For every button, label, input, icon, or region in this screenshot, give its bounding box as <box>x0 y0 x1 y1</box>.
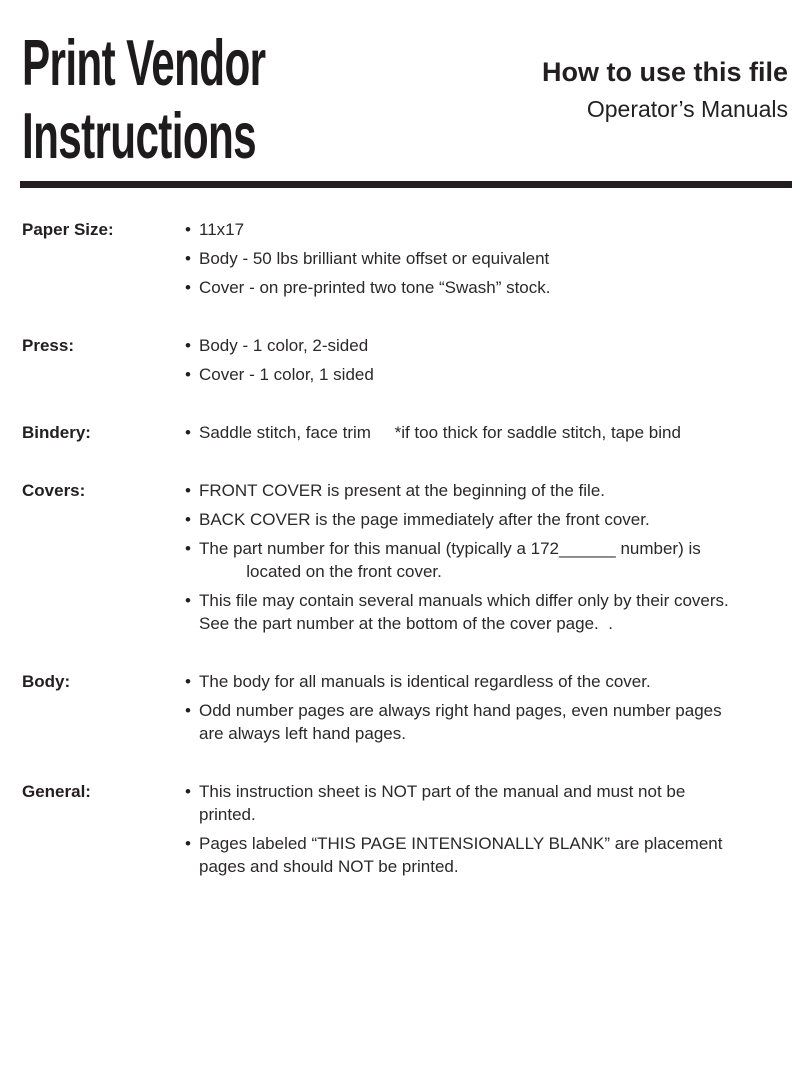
bullet-text <box>199 276 788 299</box>
bullet-text-line: This instruction sheet is NOT part of the manual and must not be <box>199 782 686 801</box>
page-title-line-1: Print Vendor <box>22 26 266 99</box>
bullet-item <box>185 421 788 444</box>
section-label: Body: <box>22 672 71 691</box>
bullet-item <box>185 780 788 826</box>
section-items <box>185 780 788 878</box>
bullet-text <box>199 832 788 878</box>
section-label: Press: <box>22 336 74 355</box>
bullet-text-line: FRONT COVER is present at the beginning of the file. <box>199 481 605 500</box>
bullet-text-line: Saddle stitch, face trim *if too thick for saddle stitch, tape bind <box>199 423 681 442</box>
bullet-text-line: The part number for this manual (typically a 172______ number) is <box>199 539 701 558</box>
section-covers <box>22 479 788 635</box>
bullet-text-line: See the part number at the bottom of the cover page. . <box>199 614 613 633</box>
section-items <box>185 334 788 386</box>
section-label: General: <box>22 782 91 801</box>
bullet-text-line: BACK COVER is the page immediately after the front cover. <box>199 510 650 529</box>
bullet-text <box>199 780 788 826</box>
bullet-icon: • <box>185 278 191 297</box>
header-right <box>542 26 788 123</box>
bullet-text-line: Pages labeled “THIS PAGE INTENSIONALLY BLANK” are placement <box>199 834 723 853</box>
bullet-icon: • <box>185 701 191 720</box>
page-header <box>22 0 788 181</box>
bullet-text <box>199 589 788 635</box>
bullet-item <box>185 334 788 357</box>
bullet-item <box>185 537 788 583</box>
section-items <box>185 218 788 299</box>
bullet-item <box>185 276 788 299</box>
bullet-icon: • <box>185 423 191 442</box>
bullet-text-line: This file may contain several manuals which differ only by their covers. <box>199 591 729 610</box>
bullet-icon: • <box>185 365 191 384</box>
bullet-text-line: are always left hand pages. <box>199 724 406 743</box>
bullet-text-line: 11x17 <box>199 220 245 239</box>
bullet-icon: • <box>185 672 191 691</box>
section-general <box>22 780 788 878</box>
bullet-text <box>199 479 788 502</box>
bullet-item <box>185 218 788 241</box>
bullet-icon: • <box>185 591 191 610</box>
bullet-icon: • <box>185 220 191 239</box>
section-items <box>185 670 788 745</box>
bullet-item <box>185 508 788 531</box>
bullet-text <box>199 670 788 693</box>
section-paper-size <box>22 218 788 299</box>
bullet-icon: • <box>185 539 191 558</box>
bullet-text-line: Cover - 1 color, 1 sided <box>199 365 374 384</box>
bullet-text-line: pages and should NOT be printed. <box>199 857 459 876</box>
bullet-text <box>199 363 788 386</box>
bullet-item <box>185 363 788 386</box>
bullet-item <box>185 832 788 878</box>
page-title-line-2: Instructions <box>22 99 256 172</box>
bullet-icon: • <box>185 481 191 500</box>
bullet-text <box>199 508 788 531</box>
horizontal-rule <box>20 181 792 188</box>
bullet-item <box>185 699 788 745</box>
bullet-text-line: Odd number pages are always right hand pages, even number pages <box>199 701 722 720</box>
section-label: Covers: <box>22 481 86 500</box>
bullet-text <box>199 247 788 270</box>
section-label: Paper Size: <box>22 220 114 239</box>
bullet-icon: • <box>185 834 191 853</box>
bullet-item <box>185 589 788 635</box>
bullet-icon: • <box>185 249 191 268</box>
bullet-icon: • <box>185 336 191 355</box>
section-bindery <box>22 421 788 444</box>
bullet-text-line: Body - 50 lbs brilliant white offset or equivalent <box>199 249 550 268</box>
section-items <box>185 421 788 444</box>
bullet-text <box>199 334 788 357</box>
bullet-text-line: Body - 1 color, 2-sided <box>199 336 369 355</box>
section-items <box>185 479 788 635</box>
bullet-item <box>185 479 788 502</box>
bullet-text-line: located on the front cover. <box>199 562 442 581</box>
bullet-icon: • <box>185 782 191 801</box>
section-label: Bindery: <box>22 423 91 442</box>
bullet-text-line: printed. <box>199 805 256 824</box>
header-right-title: How to use this file <box>541 57 788 87</box>
instruction-sections <box>22 218 788 878</box>
bullet-text <box>199 421 788 444</box>
section-body <box>22 670 788 745</box>
bullet-text-line: Cover - on pre-printed two tone “Swash” stock. <box>199 278 551 297</box>
section-press <box>22 334 788 386</box>
bullet-text <box>199 699 788 745</box>
bullet-item <box>185 670 788 693</box>
bullet-text-line: The body for all manuals is identical regardless of the cover. <box>199 672 651 691</box>
page-title <box>22 26 396 172</box>
bullet-text <box>199 218 788 241</box>
bullet-icon: • <box>185 510 191 529</box>
header-right-subtitle: Operator’s Manuals <box>586 96 788 122</box>
bullet-item <box>185 247 788 270</box>
bullet-text <box>199 537 788 583</box>
